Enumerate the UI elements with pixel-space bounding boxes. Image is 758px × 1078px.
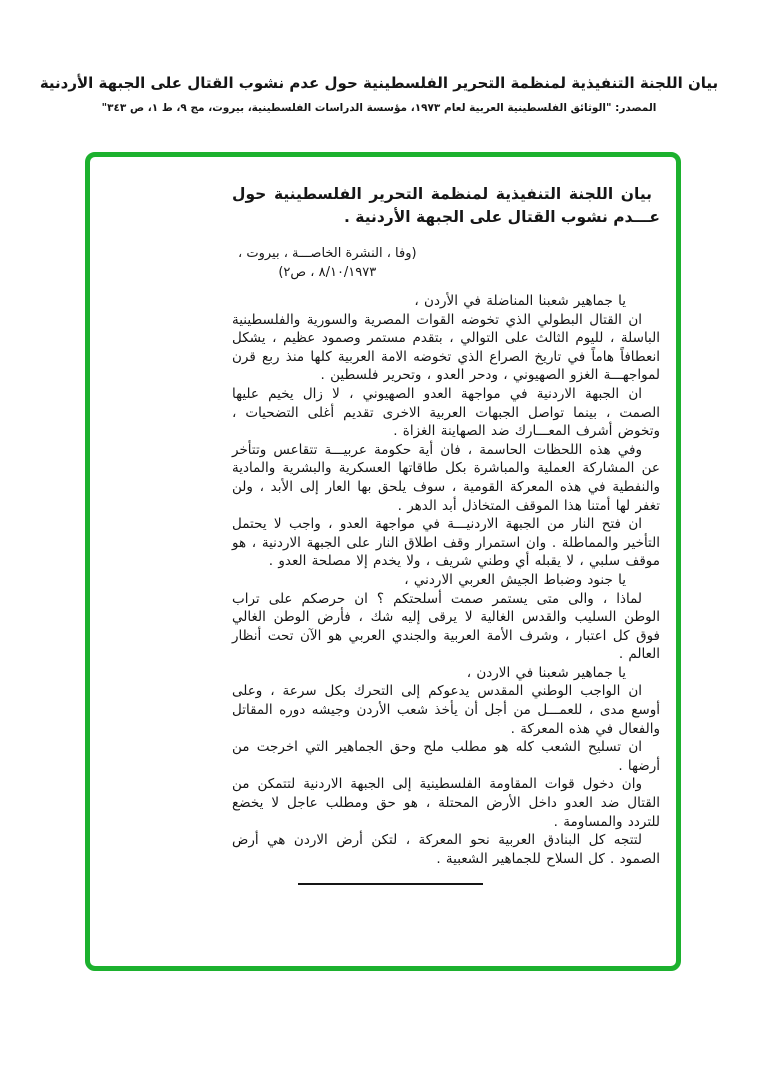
doc-paragraph: وفي هذه اللحظات الحاسمة ، فان أية حكومة عربيـــة تتقاعس وتتأخر عن المشاركة العملية والمباشرة بكل طاقاتها العسكرية والبشرية والمادية والنفطية في هذه المعركة القومية ، سوف يلحق بها العار إلى الأبد ، ولن تغفر لها أمتنا هذا الموقف المتخاذل أبد الدهر . [232, 441, 660, 514]
doc-paragraph: لتتجه كل البنادق العربية نحو المعركة ، لتكن أرض الاردن هي أرض الصمود . كل السلاح للجماهير الشعبية . [232, 832, 660, 867]
doc-paragraph: ان فتح النار من الجبهة الاردنيـــة في مواجهة العدو ، واجب لا يحتمل التأخير والمماطلة . وان استمرار وقف اطلاق النار على الجبهة الاردنية ، هو موقف سلبي ، لا يقبله أي وطني شريف ، ولا يخدم إلا مصلحة العدو . [232, 516, 660, 570]
doc-paragraph: يا جماهير شعبنا المناضلة في الأردن ، [414, 293, 626, 309]
document-text-column [232, 183, 660, 885]
end-rule [298, 883, 483, 885]
doc-paragraph: وان دخول قوات المقاومة الفلسطينية إلى الجبهة الاردنية لتتمكن من القتال ضد العدو داخل الأرض المحتلة ، هو حق ومطلب عاجل لا يخضع للتردد والمساومة . [232, 776, 660, 830]
doc-paragraph: يا جنود وضباط الجيش العربي الاردني ، [404, 571, 626, 588]
document-scan-frame [85, 152, 681, 971]
doc-paragraph: ان الجبهة الاردنية في مواجهة العدو الصهيوني ، لا زال يخيم عليها الصمت ، بينما تواصل الجبهات العربية الاخرى تقديم أغلى التضحيات ، وتخوض أشرف المعـــارك ضد الصهاينة الغزاة . [232, 385, 660, 440]
citation-line-2: ٨/١٠/١٩٧٣ ، ص٢) [278, 265, 377, 280]
document-heading: بيان اللجنة التنفيذية لمنظمة التحرير الفلسطينية حول عـــدم نشوب القتال على الجبهة الأردنية . [232, 185, 660, 226]
document-citation [238, 244, 417, 282]
doc-paragraph: لماذا ، والى متى يستمر صمت أسلحتكم ؟ ان حرصكم على تراب الوطن السليب والقدس الغالية لا يرقى إليه شك ، فأرض الوطن الغالي فوق كل اعتبار ، وشرف الأمة العربية والجندي العربي هو الآن تحت أنظار العالم . [232, 590, 660, 663]
citation-line-1: (وفا ، النشرة الخاصـــة ، بيروت ، [238, 246, 417, 261]
document-body [232, 292, 660, 868]
source-citation-line: المصدر: "الوثائق الفلسطينية العربية لعام ١٩٧٣، مؤسسة الدراسات الفلسطينية، بيروت، مج ٩، ط ١، ص ٣٤٣" [101, 102, 657, 114]
doc-paragraph: يا جماهير شعبنا في الاردن ، [466, 664, 626, 681]
doc-paragraph: ان الواجب الوطني المقدس يدعوكم إلى التحرك بكل سرعة ، وعلى أوسع مدى ، للعمـــل من أجل أن يأخذ شعب الأردن وجيشه دوره المقاتل والفعال في هذه المعركة . [232, 683, 660, 737]
doc-paragraph: ان تسليح الشعب كله هو مطلب ملح وحق الجماهير التي اخرجت من أرضها . [232, 739, 660, 774]
page-title: بيان اللجنة التنفيذية لمنظمة التحرير الفلسطينية حول عدم نشوب القتال على الجبهة الأردنية [39, 74, 719, 92]
page-header [0, 72, 758, 116]
doc-paragraph: ان القتال البطولي الذي تخوضه القوات المصرية والسورية والفلسطينية الباسلة ، لليوم الثالث على التوالي ، بتقدم مستمر وصمود عظيم ، يشكل انعطافاً هاماً في تاريخ الصراع الذي تخوضه الامة العربية كلها منذ ربع قرن لمواجهـــة الغزو الصهيوني ، ودحر العدو ، وتحرير فلسطين . [232, 311, 660, 384]
